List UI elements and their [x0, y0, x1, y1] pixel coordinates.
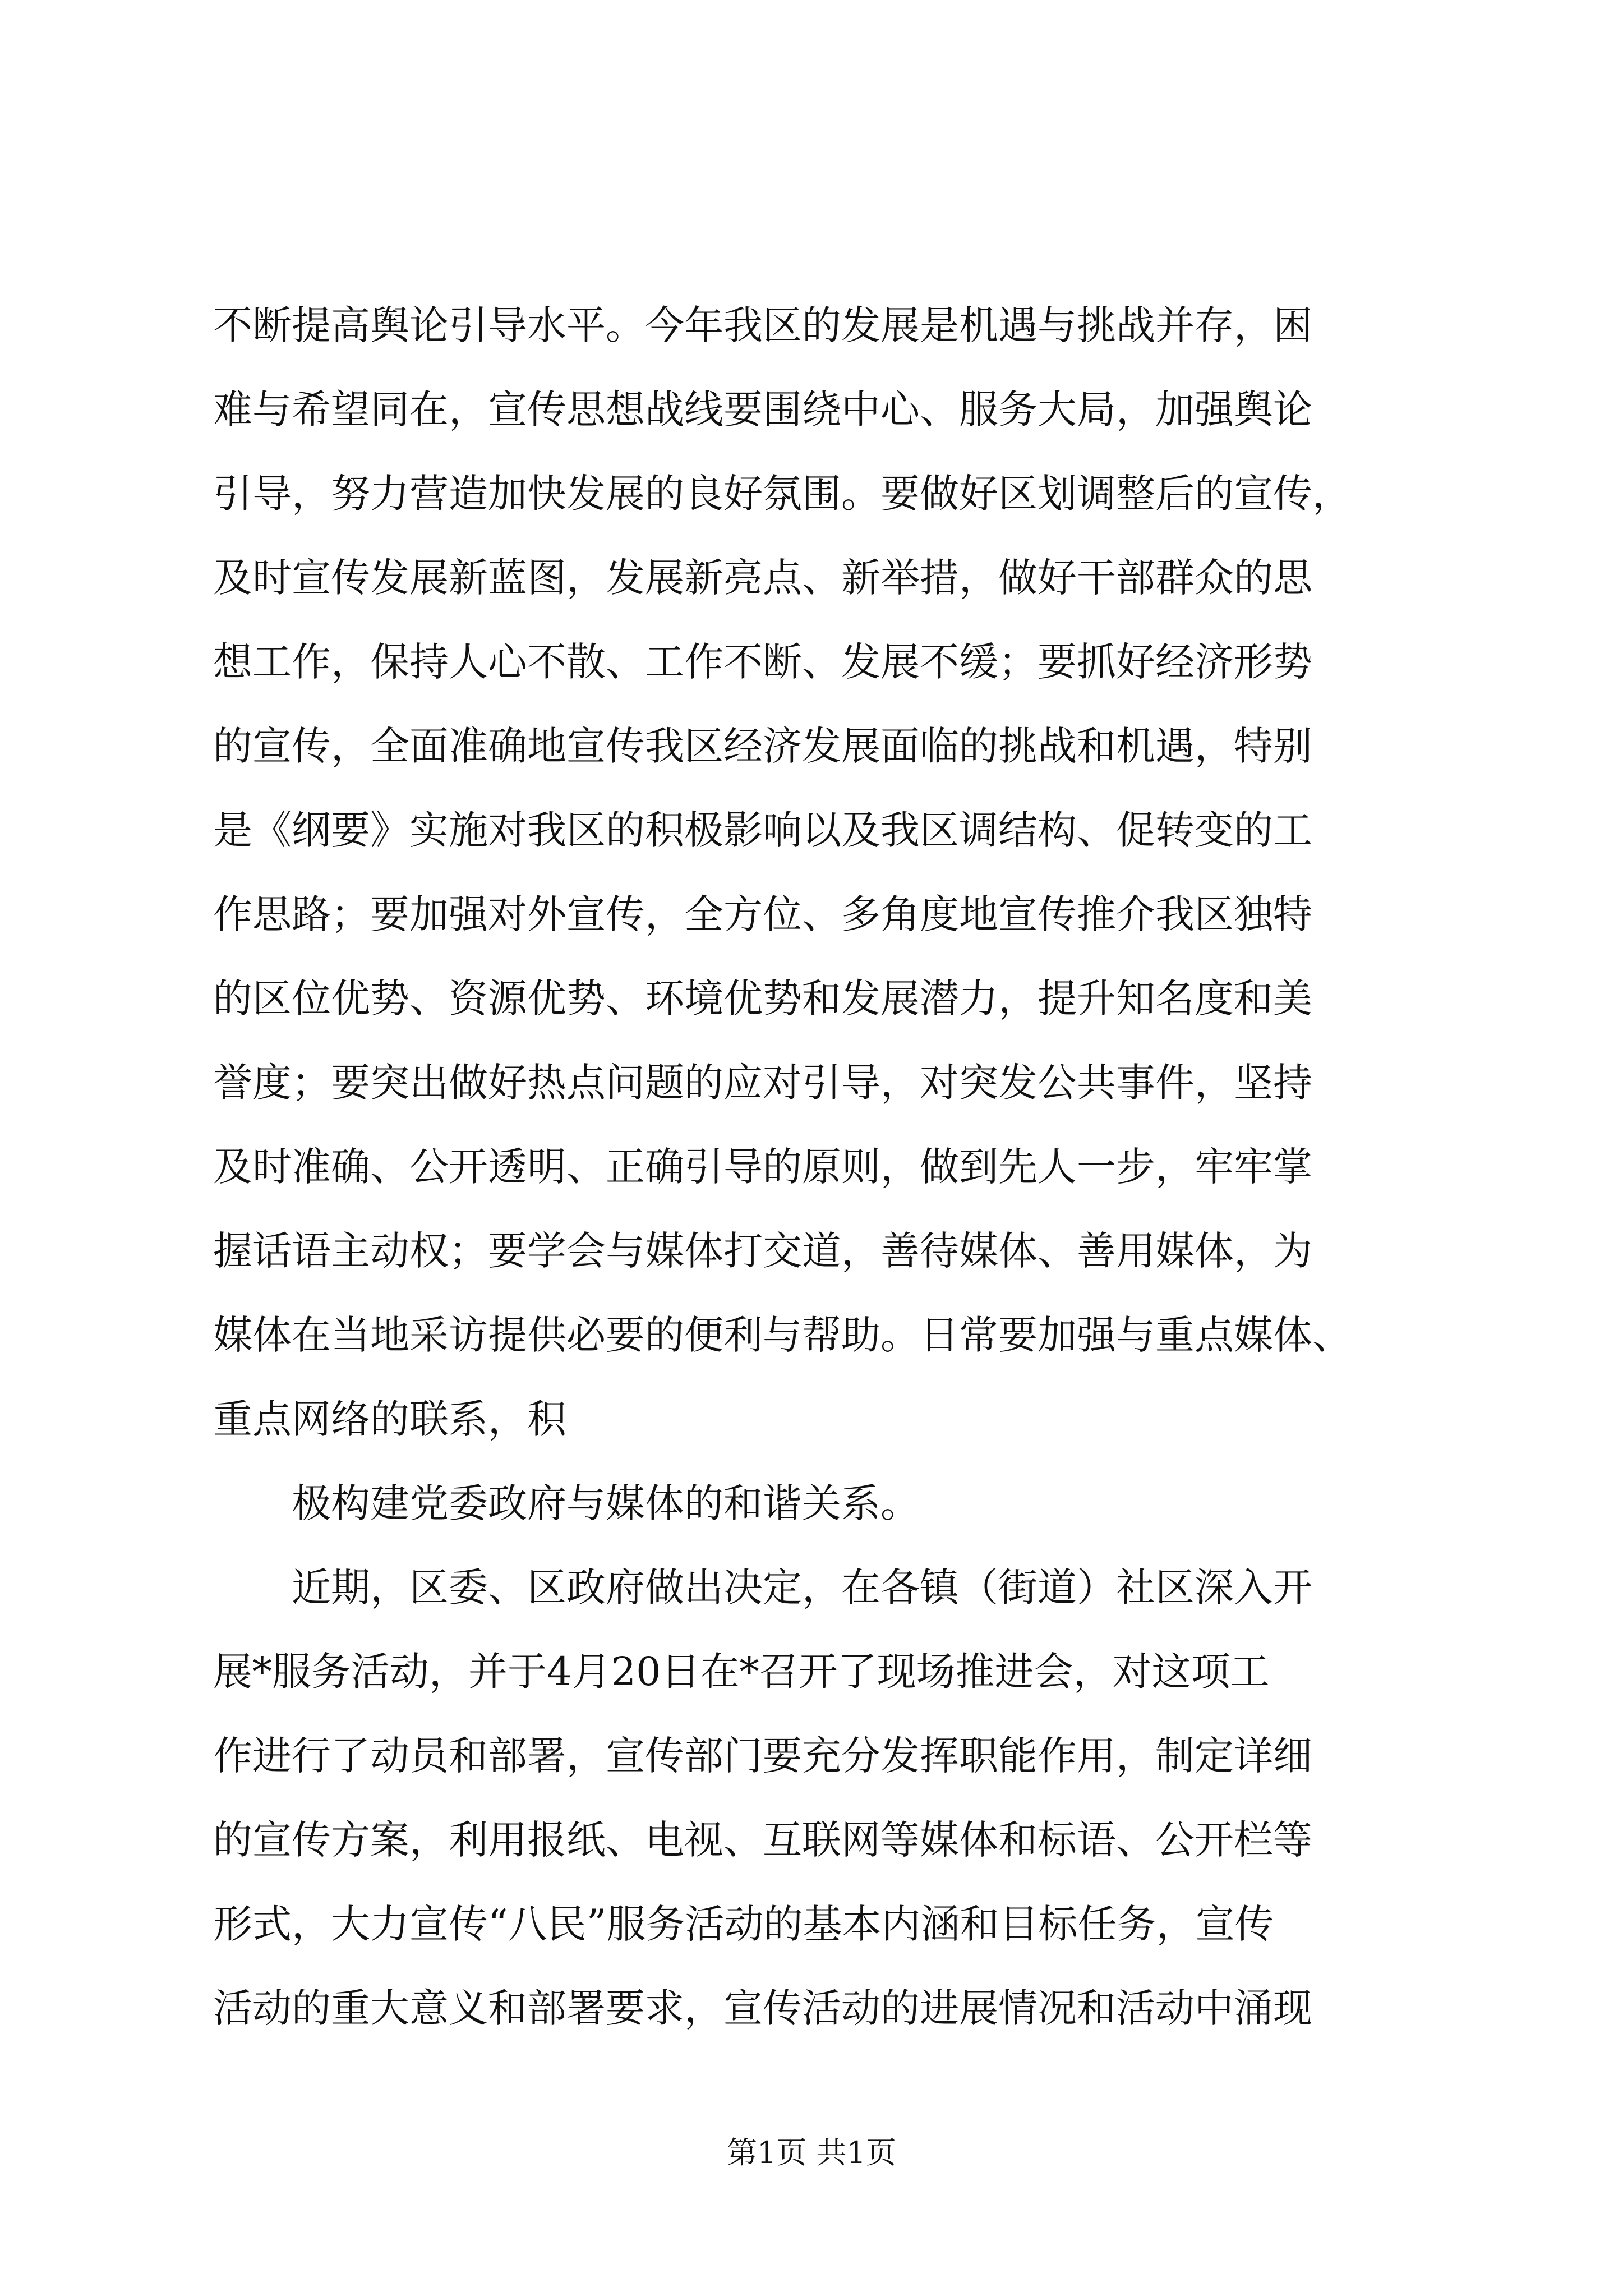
text-line: 握话语主动权；要学会与媒体打交道，善待媒体、善用媒体，为	[213, 1228, 1312, 1274]
text-line: 活动的重大意义和部署要求，宣传活动的进展情况和活动中涌现	[213, 1985, 1312, 2031]
text-line: 想工作，保持人心不散、工作不断、发展不缓；要抓好经济形势	[213, 639, 1312, 685]
text-line: 不断提高舆论引导水平。今年我区的发展是机遇与挑战并存，困	[213, 302, 1312, 348]
text-line: 及时准确、公开透明、正确引导的原则，做到先人一步，牢牢掌	[213, 1144, 1312, 1190]
paragraph-line: 近期，区委、区政府做出决定，在各镇（街道）社区深入开	[292, 1565, 1312, 1611]
document-body	[213, 283, 1447, 2050]
text-line: 形式，大力宣传“八民”服务活动的基本内涵和目标任务，宣传	[213, 1901, 1274, 1947]
text-line: 是《纲要》实施对我区的积极影响以及我区调结构、促转变的工	[213, 807, 1312, 853]
text-line: 及时宣传发展新蓝图，发展新亮点、新举措，做好干部群众的思	[213, 555, 1312, 601]
paragraph-line: 极构建党委政府与媒体的和谐关系。	[292, 1480, 920, 1526]
text-line: 引导，努力营造加快发展的良好氛围。要做好区划调整后的宣传，	[213, 471, 1352, 517]
page-footer: 第1页 共1页	[727, 2135, 896, 2170]
text-line: 展*服务活动，并于4月20日在*召开了现场推进会，对这项工	[213, 1649, 1270, 1695]
text-line: 重点网络的联系，积	[213, 1396, 566, 1442]
text-line: 的宣传，全面准确地宣传我区经济发展面临的挑战和机遇，特别	[213, 723, 1312, 769]
text-line: 誉度；要突出做好热点问题的应对引导，对突发公共事件，坚持	[213, 1060, 1312, 1106]
text-line: 难与希望同在，宣传思想战线要围绕中心、服务大局，加强舆论	[213, 386, 1312, 432]
text-line: 的区位优势、资源优势、环境优势和发展潜力，提升知名度和美	[213, 976, 1312, 1022]
text-line: 媒体在当地采访提供必要的便利与帮助。日常要加强与重点媒体、	[213, 1312, 1352, 1358]
text-line: 的宣传方案，利用报纸、电视、互联网等媒体和标语、公开栏等	[213, 1817, 1312, 1863]
text-line: 作进行了动员和部署，宣传部门要充分发挥职能作用，制定详细	[213, 1733, 1312, 1779]
text-line: 作思路；要加强对外宣传，全方位、多角度地宣传推介我区独特	[213, 891, 1312, 937]
